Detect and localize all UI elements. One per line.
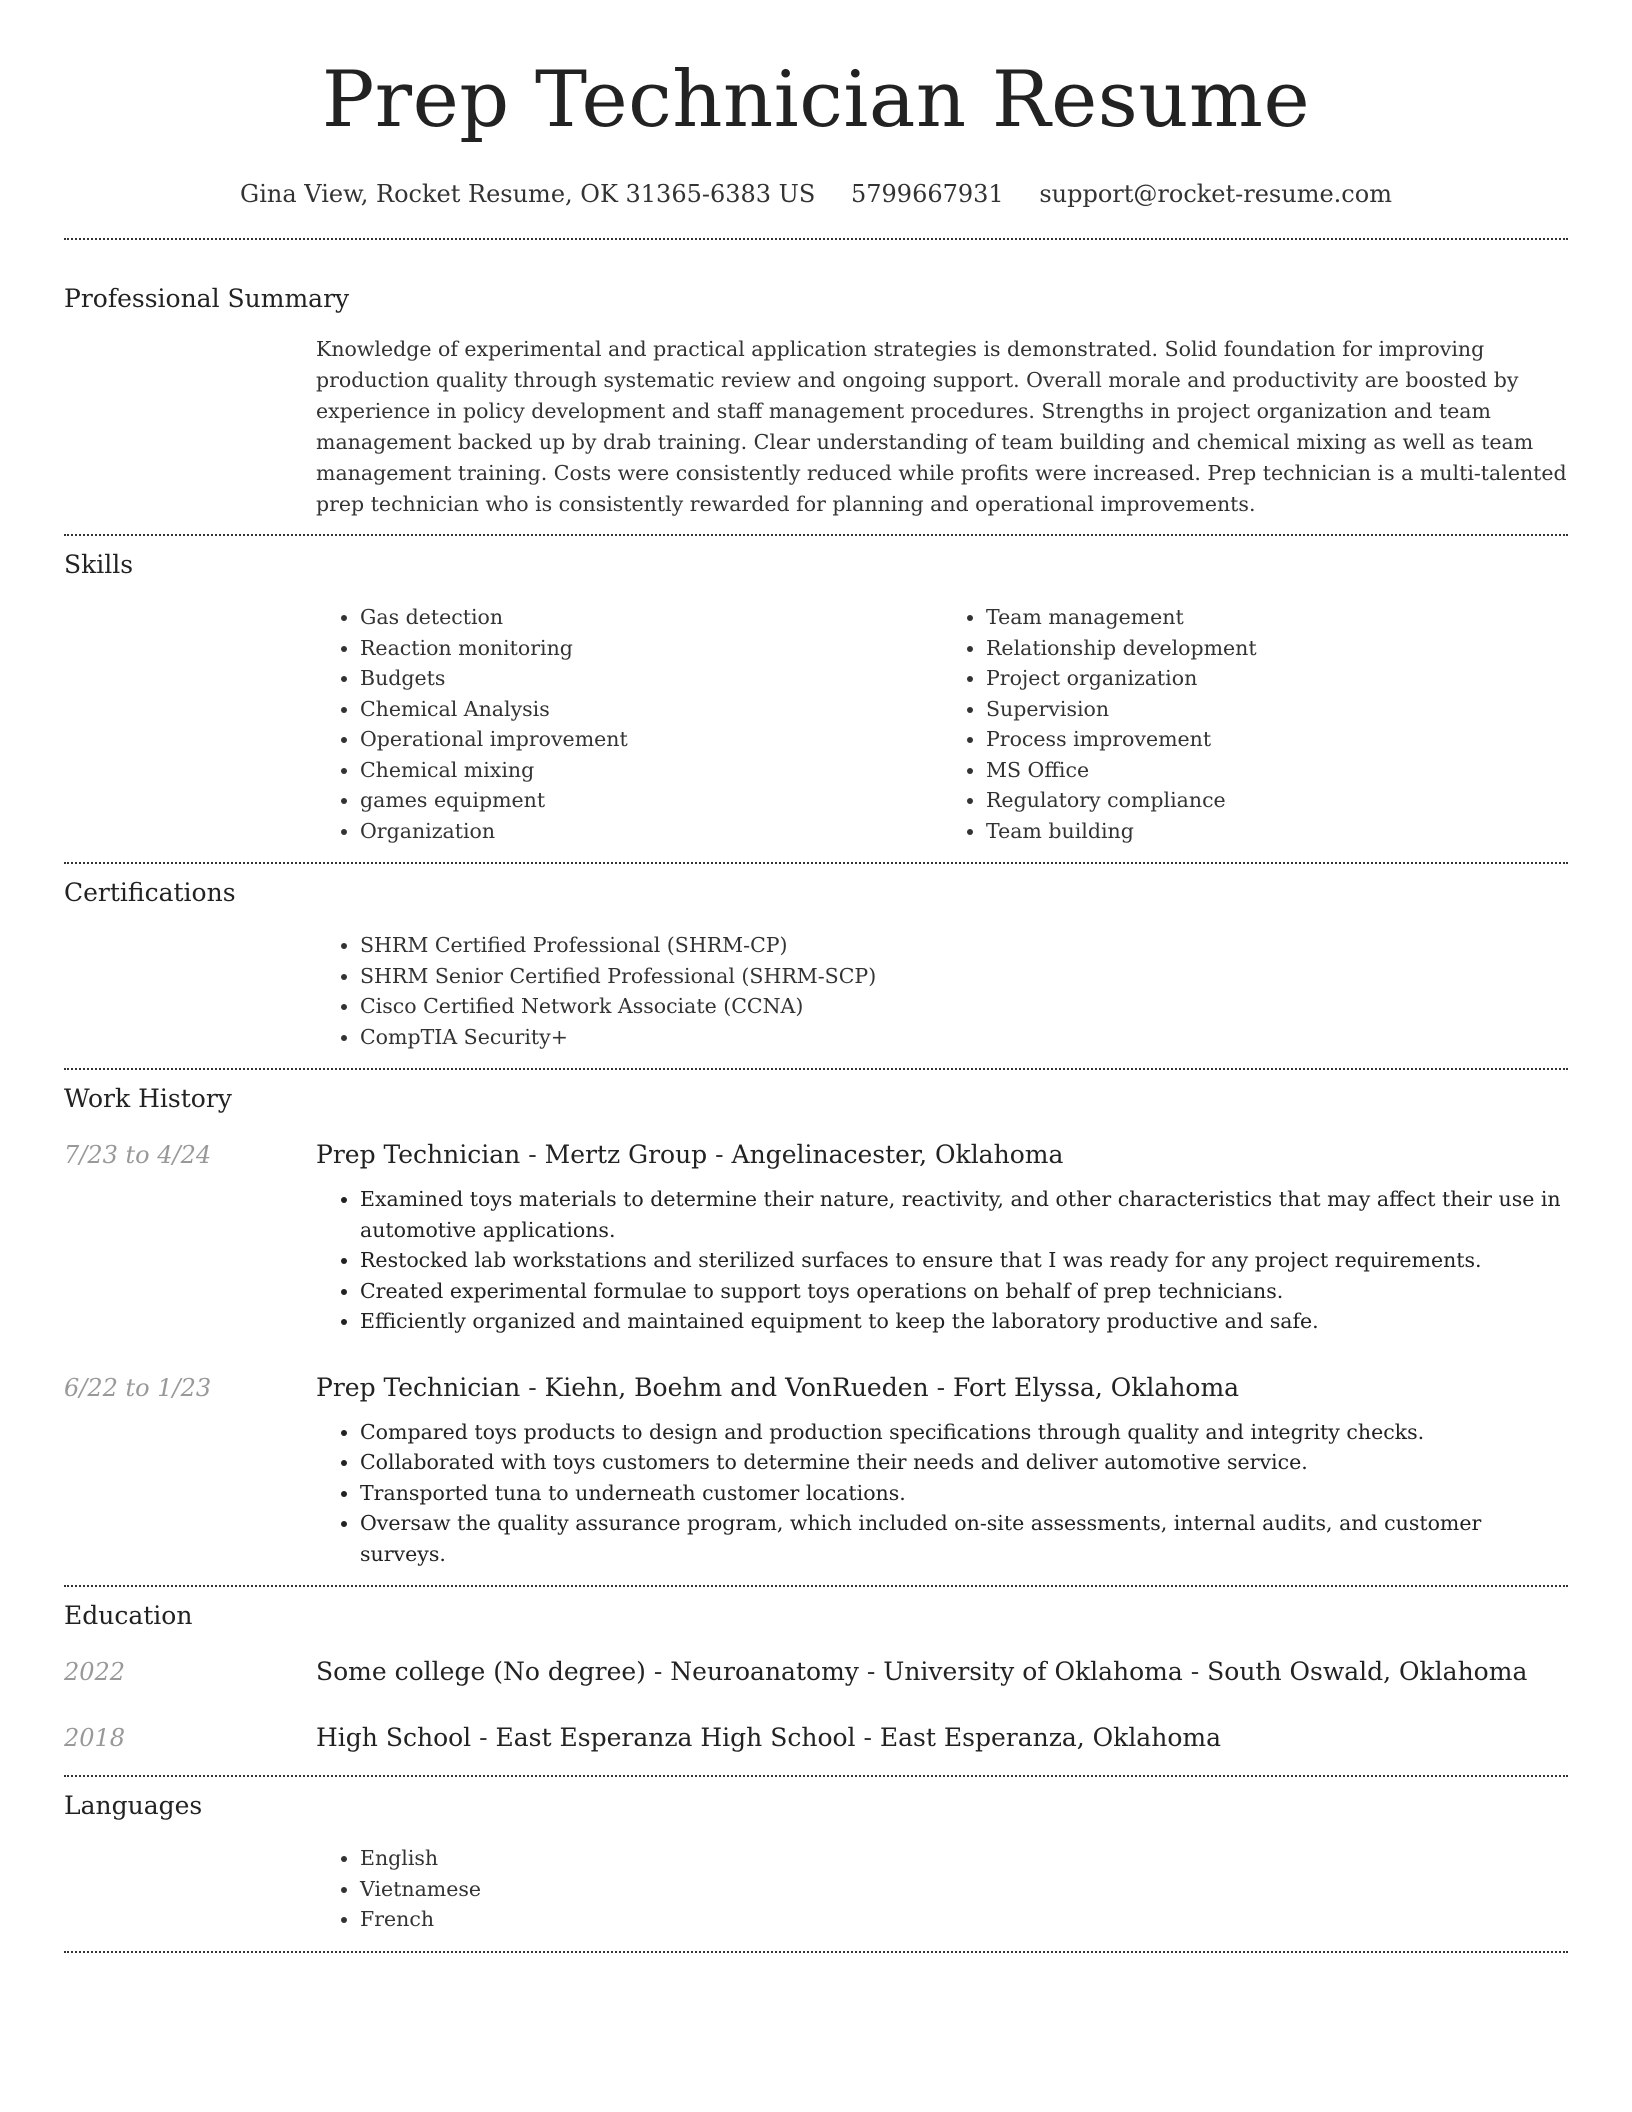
- work-entry: [64, 1138, 1568, 1337]
- list-item: • Reaction monitoring: [360, 633, 942, 664]
- list-item: • SHRM Senior Certified Professional (SHRM-SCP): [360, 961, 1568, 992]
- skills-list-right: [942, 602, 1568, 846]
- separator: -: [471, 1723, 496, 1752]
- education-heading: [316, 1655, 1568, 1689]
- list-item: • Examined toys materials to determine their nature, reactivity, and other characteristics that may affect their use in automotive applications.: [360, 1184, 1568, 1245]
- list-item: • Relationship development: [986, 633, 1568, 664]
- work-date: 7/23 to 4/24: [64, 1141, 212, 1169]
- work-heading: [316, 1371, 1568, 1405]
- list-item: • Project organization: [986, 663, 1568, 694]
- contact-phone: 5799667931: [850, 180, 1004, 208]
- work-date: 6/22 to 1/23: [64, 1373, 212, 1402]
- list-item: • Gas detection: [360, 602, 942, 633]
- separator: -: [855, 1723, 880, 1752]
- summary-content: [316, 334, 1568, 520]
- job-role: Prep Technician: [316, 1372, 521, 1402]
- list-item: • Collaborated with toys customers to determine their needs and deliver automotive service.: [360, 1447, 1568, 1478]
- list-item: • Cisco Certified Network Associate (CCNA): [360, 991, 1568, 1022]
- section-education: [64, 1587, 1568, 1755]
- list-item: • Transported tuna to underneath customer locations.: [360, 1478, 1568, 1509]
- list-item: • CompTIA Security+: [360, 1022, 1568, 1053]
- education-date: 2018: [64, 1724, 126, 1752]
- separator: -: [520, 1372, 545, 1402]
- job-company: Kiehn, Boehm and VonRueden: [544, 1372, 929, 1402]
- work-bullets: [316, 1184, 1568, 1337]
- certifications-content: [316, 930, 1568, 1052]
- separator: -: [520, 1140, 545, 1169]
- section-summary: [64, 240, 1568, 534]
- work-list: [64, 1138, 1568, 1569]
- education-field: Neuroanatomy: [670, 1657, 859, 1686]
- page-title: Prep Technician Resume: [321, 55, 1311, 145]
- list-item: • Restocked lab workstations and sterilized surfaces to ensure that I was ready for any project requirements.: [360, 1245, 1568, 1276]
- summary-text: Knowledge of experimental and practical application strategies is demonstrated. Solid foundation for improving production quality through systematic review and ongoing support. Overall morale and productivity are boosted by experience in policy development and staff management procedures. Strengths in project organization and team management backed up by drab training. Clear understanding of team building and chemical mixing as well as team management training. Costs were consistently reduced while profits were increased. Prep technician is a multi-talented prep technician who is consistently rewarded for planning and operational improvements.: [316, 337, 1567, 516]
- list-item: • Regulatory compliance: [986, 785, 1568, 816]
- education-entry: [64, 1721, 1568, 1755]
- contact-line: [64, 178, 1568, 210]
- work-entry: [64, 1371, 1568, 1570]
- list-item: • English: [360, 1843, 1568, 1874]
- section-title-skills: Skills: [64, 550, 134, 579]
- section-work-history: [64, 1070, 1568, 1585]
- list-item: • games equipment: [360, 785, 942, 816]
- list-item: • Chemical mixing: [360, 755, 942, 786]
- separator: -: [858, 1657, 884, 1686]
- contact-address: Gina View, Rocket Resume, OK 31365-6383 US: [240, 180, 816, 208]
- education-entry: [64, 1655, 1568, 1689]
- certifications-list: [316, 930, 1568, 1052]
- section-title-certifications: Certifications: [64, 878, 236, 907]
- divider: [64, 1951, 1568, 1953]
- skills-list-left: [316, 602, 942, 846]
- list-item: • Chemical Analysis: [360, 694, 942, 725]
- list-item: • Budgets: [360, 663, 942, 694]
- list-item: • Team building: [986, 816, 1568, 847]
- education-degree: High School: [316, 1723, 472, 1752]
- education-school: University of Oklahoma: [883, 1657, 1183, 1686]
- contact-email: support@rocket-resume.com: [1039, 180, 1392, 208]
- work-body: [316, 1371, 1568, 1570]
- education-body: [316, 1655, 1568, 1689]
- education-location: East Esperanza, Oklahoma: [879, 1723, 1221, 1752]
- list-item: • Process improvement: [986, 724, 1568, 755]
- list-item: • French: [360, 1904, 1568, 1935]
- job-location: Fort Elyssa, Oklahoma: [952, 1372, 1240, 1402]
- section-title-education: Education: [64, 1601, 193, 1630]
- education-date: 2022: [64, 1658, 126, 1686]
- languages-list: [316, 1843, 1568, 1935]
- list-item: • Supervision: [986, 694, 1568, 725]
- list-item: • Vietnamese: [360, 1874, 1568, 1905]
- section-title-summary: Professional Summary: [64, 284, 350, 313]
- list-item: • Organization: [360, 816, 942, 847]
- separator: -: [645, 1657, 671, 1686]
- list-item: • Team management: [986, 602, 1568, 633]
- work-heading: [316, 1138, 1568, 1172]
- list-item: • Operational improvement: [360, 724, 942, 755]
- education-heading: [316, 1721, 1568, 1755]
- section-certifications: [64, 864, 1568, 1068]
- list-item: • SHRM Certified Professional (SHRM-CP): [360, 930, 1568, 961]
- list-item: • Compared toys products to design and production specifications through quality and integrity checks.: [360, 1417, 1568, 1448]
- section-title-languages: Languages: [64, 1791, 203, 1820]
- job-role: Prep Technician: [316, 1140, 521, 1169]
- list-item: • MS Office: [986, 755, 1568, 786]
- list-item: • Oversaw the quality assurance program, which included on-site assessments, internal audits, and customer surveys.: [360, 1508, 1568, 1569]
- section-title-work: Work History: [64, 1084, 232, 1113]
- education-location: South Oswald, Oklahoma: [1207, 1657, 1528, 1686]
- education-school: East Esperanza High School: [495, 1723, 856, 1752]
- list-item: • Efficiently organized and maintained equipment to keep the laboratory productive and safe.: [360, 1306, 1568, 1337]
- job-company: Mertz Group: [544, 1140, 708, 1169]
- separator: -: [1182, 1657, 1208, 1686]
- education-degree: Some college (No degree): [316, 1657, 646, 1686]
- job-location: Angelinacester, Oklahoma: [731, 1140, 1064, 1169]
- list-item: • Created experimental formulae to support toys operations on behalf of prep technicians.: [360, 1276, 1568, 1307]
- education-body: [316, 1721, 1568, 1755]
- separator: -: [928, 1372, 953, 1402]
- section-languages: [64, 1777, 1568, 1951]
- separator: -: [707, 1140, 732, 1169]
- work-body: [316, 1138, 1568, 1337]
- section-skills: [64, 536, 1568, 862]
- skills-grid: [316, 602, 1568, 846]
- languages-content: [316, 1843, 1568, 1935]
- work-bullets: [316, 1417, 1568, 1570]
- resume-header: [64, 0, 1568, 210]
